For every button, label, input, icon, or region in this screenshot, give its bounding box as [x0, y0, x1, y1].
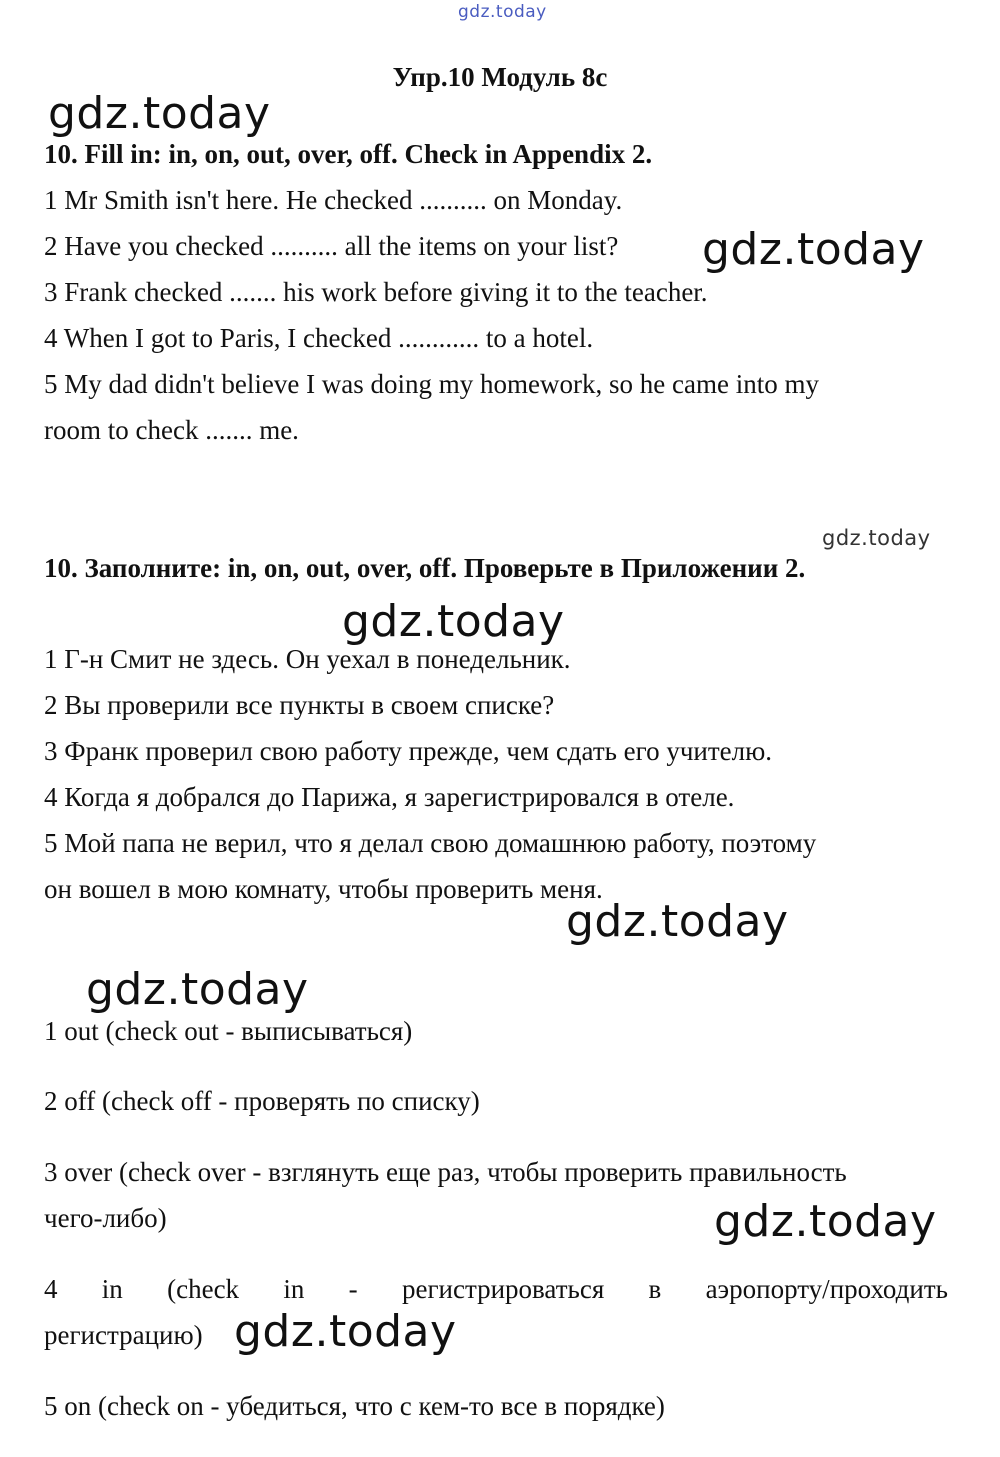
watermark: gdz.today	[342, 596, 565, 647]
answer-item: 1 out (check out - выписываться)	[44, 1016, 413, 1046]
english-item: 3 Frank checked ....... his work before giving it to the teacher.	[44, 277, 708, 307]
watermark: gdz.today	[702, 224, 925, 275]
answer-word: 4	[44, 1274, 58, 1304]
russian-item: 1 Г-н Смит не здесь. Он уехал в понедельник.	[44, 644, 571, 674]
english-item: 2 Have you checked .......... all the items on your list?	[44, 231, 619, 261]
russian-item: 2 Вы проверили все пункты в своем списке?	[44, 690, 555, 720]
watermark: gdz.today	[48, 88, 271, 139]
answer-item: 2 off (check off - проверять по списку)	[44, 1086, 480, 1116]
watermark: gdz.today	[86, 964, 309, 1015]
watermark: gdz.today	[714, 1196, 937, 1247]
watermark: gdz.today	[822, 526, 931, 550]
watermark-top: gdz.today	[458, 2, 547, 22]
answer-word: in	[101, 1274, 123, 1304]
russian-item: он вошел в мою комнату, чтобы проверить меня.	[44, 874, 603, 904]
watermark: gdz.today	[566, 896, 789, 947]
answer-word: регистрироваться	[401, 1274, 605, 1304]
answer-item: 3 over (check over - взглянуть еще раз, чтобы проверить правильность	[44, 1157, 847, 1187]
exercise-heading-english: 10. Fill in: in, on, out, over, off. Check in Appendix 2.	[44, 139, 653, 169]
answer-word: в	[648, 1274, 662, 1304]
page-title: Упр.10 Модуль 8с	[392, 62, 608, 92]
english-item: 4 When I got to Paris, I checked ............ to a hotel.	[44, 323, 594, 353]
answer-word: аэропорту/проходить	[705, 1274, 948, 1304]
exercise-heading-russian: 10. Заполните: in, on, out, over, off. Проверьте в Приложении 2.	[44, 553, 806, 583]
answer-item: чего-либо)	[44, 1203, 167, 1233]
answer-item	[44, 1272, 948, 1306]
answer-word: (check	[167, 1274, 240, 1304]
answer-item: 5 on (check on - убедиться, что с кем-то все в порядке)	[44, 1391, 665, 1421]
answer-word: -	[348, 1274, 358, 1304]
english-item: 1 Mr Smith isn't here. He checked .......... on Monday.	[44, 185, 623, 215]
watermark: gdz.today	[234, 1306, 457, 1357]
english-item: 5 My dad didn't believe I was doing my homework, so he came into my	[44, 369, 819, 399]
answer-word: in	[283, 1274, 305, 1304]
russian-item: 3 Франк проверил свою работу прежде, чем сдать его учителю.	[44, 736, 773, 766]
answer-item: регистрацию)	[44, 1320, 203, 1350]
russian-item: 4 Когда я добрался до Парижа, я зарегистрировался в отеле.	[44, 782, 735, 812]
russian-item: 5 Мой папа не верил, что я делал свою домашнюю работу, поэтому	[44, 828, 817, 858]
english-item: room to check ....... me.	[44, 415, 299, 445]
